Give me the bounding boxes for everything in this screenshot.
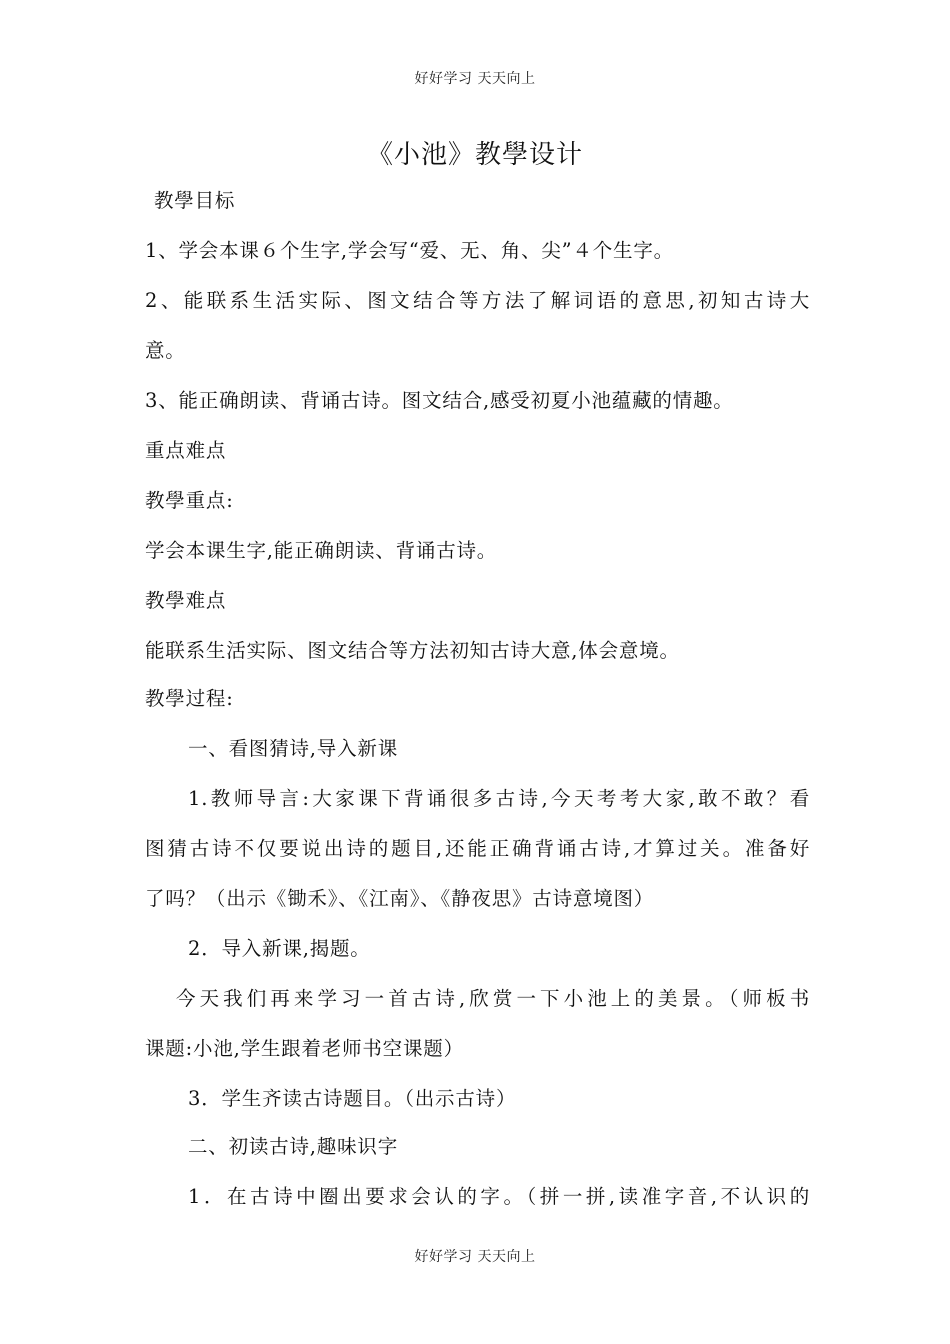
section-heading-key-points: 重点难点 (145, 439, 227, 462)
key-points-text: 学会本课生字,能正确朗读、背诵古诗。 (145, 539, 498, 562)
goal-item-2-continued: 意。 (145, 339, 186, 362)
process-step-1-heading: 一、看图猜诗,导入新课 (188, 737, 398, 760)
goal-item-1: 1、学会本课６个生字,学会写“爱、无、角、尖”４个生字。 (145, 239, 674, 262)
paragraph-line: 今天我们再来学习一首古诗,欣赏一下小池上的美景。（师板书 (176, 987, 810, 1010)
paragraph-line: 1．在古诗中圈出要求会认的字。（拼一拼,读准字音,不认识的 (188, 1185, 810, 1208)
paragraph-line: 3．学生齐读古诗题目。（出示古诗） (188, 1087, 517, 1110)
page-footer: 好好学习 天天向上 (414, 1249, 536, 1265)
section-heading-goals: 教學目标 (154, 189, 236, 212)
process-step-2-heading: 二、初读古诗,趣味识字 (188, 1135, 398, 1158)
section-heading-process: 教學过程: (145, 687, 234, 710)
paragraph-line: 2．导入新课,揭题。 (188, 937, 371, 960)
goal-item-3: 3、能正确朗读、背诵古诗。图文结合,感受初夏小池蕴藏的情趣。 (145, 389, 734, 412)
document-title: 《小池》教學设计 (366, 140, 583, 170)
subheading-difficulties: 教學难点 (145, 589, 227, 612)
paragraph-line: 1.教师导言:大家课下背诵很多古诗,今天考考大家,敢不敢？看 (188, 787, 810, 810)
paragraph-line: 图猜古诗不仅要说出诗的题目,还能正确背诵古诗,才算过关。准备好 (145, 837, 810, 860)
subheading-key-points: 教學重点: (145, 489, 234, 512)
difficulties-text: 能联系生活实际、图文结合等方法初知古诗大意,体会意境。 (145, 639, 680, 662)
goal-item-2: 2、能联系生活实际、图文结合等方法了解词语的意思,初知古诗大 (145, 289, 810, 312)
page-header: 好好学习 天天向上 (414, 71, 536, 87)
paragraph-line: 了吗？（出示《锄禾》、《江南》、《静夜思》古诗意境图） (145, 887, 655, 910)
paragraph-line: 课题:小池,学生跟着老师书空课题） (145, 1037, 464, 1060)
